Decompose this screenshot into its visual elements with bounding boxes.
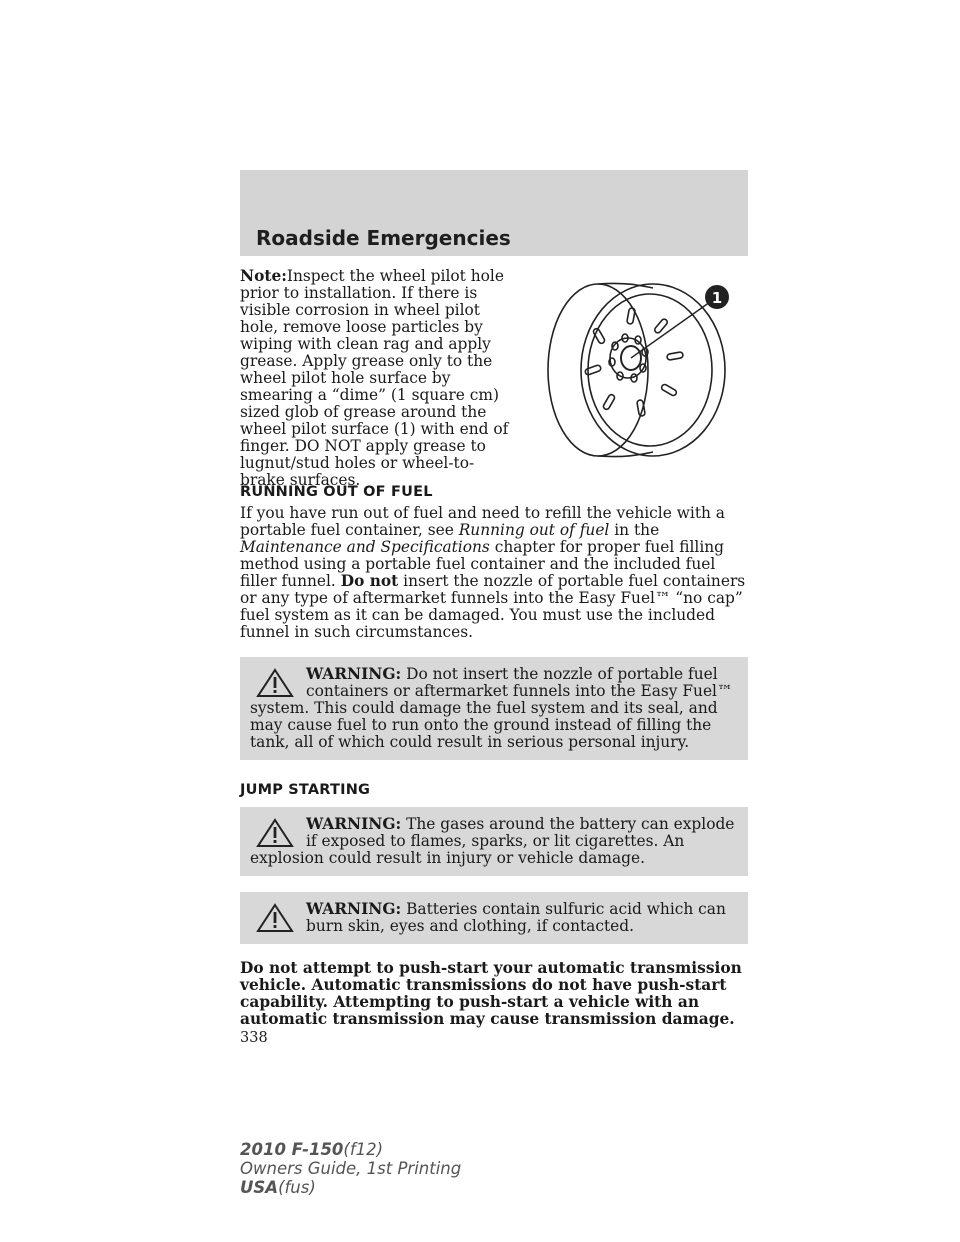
heading-jump-starting: JUMP STARTING (240, 782, 371, 798)
footer (240, 1140, 461, 1197)
footer-line-1 (240, 1140, 461, 1159)
push-start-paragraph: Do not attempt to push-start your automatic transmission vehicle. Automatic transmissions do not have push-start capability. Attempting to push-start a vehicle with an automatic transmission may cause transmission damage. (240, 959, 742, 1028)
note-paragraph (240, 268, 510, 489)
footer-line-3 (240, 1178, 461, 1197)
fuel-do-not: Do not (340, 572, 399, 590)
fuel-text-4: insert the nozzle of portable fuel containers or any type of aftermarket funnels into the Easy Fuel™ “no cap” fuel system as it can be damaged. You must use the included funnel in such circumstances. (240, 572, 746, 641)
fuel-text-2: in the (609, 521, 660, 539)
warning-label: WARNING: (306, 665, 402, 683)
warning-triangle-icon (256, 668, 294, 698)
warning-text: Batteries contain sulfuric acid which can burn skin, eyes and clothing, if contacted. (306, 900, 726, 935)
fuel-text-1: If you have run out of fuel and need to refill the vehicle with a portable fuel container, see (240, 504, 725, 539)
heading-running-out-of-fuel: RUNNING OUT OF FUEL (240, 484, 433, 500)
warning-text: The gases around the battery can explode if exposed to flames, sparks, or lit cigarettes. An explosion could result in injury or vehicle damage. (250, 815, 735, 867)
footer-market-code: (fus) (278, 1178, 316, 1197)
wheel-illustration (518, 270, 748, 470)
page-number: 338 (240, 1030, 268, 1046)
warning-box-acid (240, 892, 748, 944)
fuel-text-3: chapter for proper fuel filling method using a portable fuel container and the included fuel filler funnel. (240, 538, 725, 590)
fuel-paragraph (240, 505, 748, 641)
warning-box-fuel (240, 657, 748, 760)
page-body (240, 268, 748, 1047)
footer-market: USA (240, 1178, 279, 1197)
fuel-ref-running-out: Running out of fuel (458, 521, 610, 539)
warning-box-gases (240, 807, 748, 876)
fuel-ref-chapter: Maintenance and Specifications (240, 538, 490, 556)
warning-label: WARNING: (306, 815, 402, 833)
footer-model-code: (f12) (343, 1140, 384, 1159)
footer-model: 2010 F-150 (240, 1140, 344, 1159)
note-text: Inspect the wheel pilot hole prior to installation. If there is visible corrosion in wheel pilot hole, remove loose particles by wiping with clean rag and apply grease. Apply grease only to the wheel pilot hole surface by smearing a “dime” (1 square cm) sized glob of grease around the wheel pilot surface (1) with end of finger. DO NOT apply grease to lugnut/stud holes or wheel-to-brake surfaces. (240, 267, 509, 489)
warning-triangle-icon (256, 903, 294, 933)
footer-line-2: Owners Guide, 1st Printing (240, 1159, 462, 1178)
warning-label: WARNING: (306, 900, 402, 918)
note-label: Note: (240, 267, 287, 285)
warning-text: Do not insert the nozzle of portable fuel containers or aftermarket funnels into the Easy Fuel™ system. This could damage the fuel system and its seal, and may cause fuel to run onto the ground instead of filling the tank, all of which could result in serious personal injury. (250, 665, 733, 751)
section-header (240, 170, 748, 256)
warning-triangle-icon (256, 818, 294, 848)
section-title: Roadside Emergencies (256, 226, 511, 250)
callout-label: 1 (711, 289, 723, 307)
note-block (240, 267, 510, 489)
